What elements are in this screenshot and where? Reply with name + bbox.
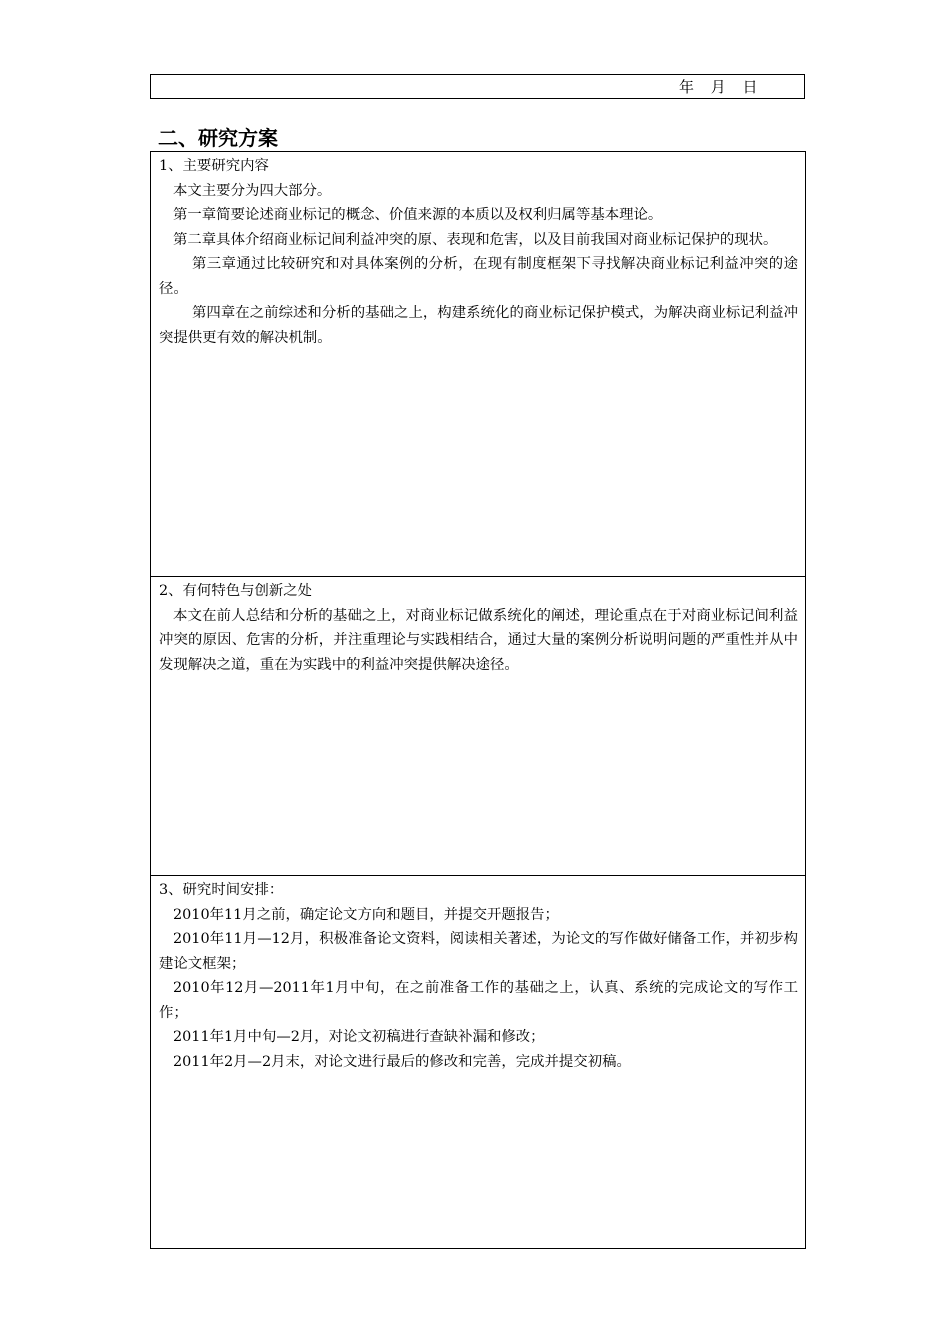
innovation-title: 2、有何特色与创新之处 xyxy=(159,583,313,599)
section-heading: 二、研究方案 xyxy=(158,126,278,150)
innovation-cell xyxy=(151,576,805,875)
research-content-paragraph: 第一章简要论述商业标记的概念、价值来源的本质以及权利归属等基本理论。 xyxy=(173,207,663,223)
research-content-paragraph: 第四章在之前综述和分析的基础之上，构建系统化的商业标记保护模式，为解决商业标记利益冲突提供更有效的解决机制。 xyxy=(159,305,798,346)
schedule-item: 2010年12月—2011年1月中旬，在之前准备工作的基础之上，认真、系统的完成论文的写作工作； xyxy=(159,980,798,1021)
schedule-item: 2010年11月—12月，积极准备论文资料，阅读相关著述，为论文的写作做好储备工作，并初步构建论文框架； xyxy=(159,931,798,972)
research-content-paragraph: 第二章具体介绍商业标记间利益冲突的原、表现和危害，以及目前我国对商业标记保护的现状。 xyxy=(173,231,778,248)
schedule-item: 2011年2月—2月末，对论文进行最后的修改和完善，完成并提交初稿。 xyxy=(173,1053,631,1070)
innovation-paragraph: 本文在前人总结和分析的基础之上，对商业标记做系统化的阐述，理论重点在于对商业标记间利益冲突的原因、危害的分析，并注重理论与实践相结合，通过大量的案例分析说明问题的严重性并从中发现解决之道，重在为实践中的利益冲突提供解决途径。 xyxy=(159,607,798,673)
date-label: 年 月 日 xyxy=(679,78,764,96)
research-content-title: 1、主要研究内容 xyxy=(159,158,269,174)
research-content-cell xyxy=(151,152,805,576)
schedule-cell xyxy=(151,875,805,1248)
schedule-item: 2010年11月之前，确定论文方向和题目，并提交开题报告； xyxy=(173,906,559,923)
schedule-item: 2011年1月中旬—2月，对论文初稿进行查缺补漏和修改； xyxy=(173,1029,545,1045)
research-content-paragraph: 第三章通过比较研究和对具体案例的分析，在现有制度框架下寻找解决商业标记利益冲突的途径。 xyxy=(159,256,798,297)
research-content-paragraph: 本文主要分为四大部分。 xyxy=(173,182,332,199)
schedule-title: 3、研究时间安排： xyxy=(159,882,284,898)
date-row xyxy=(150,74,805,99)
research-plan-table xyxy=(150,151,806,1249)
